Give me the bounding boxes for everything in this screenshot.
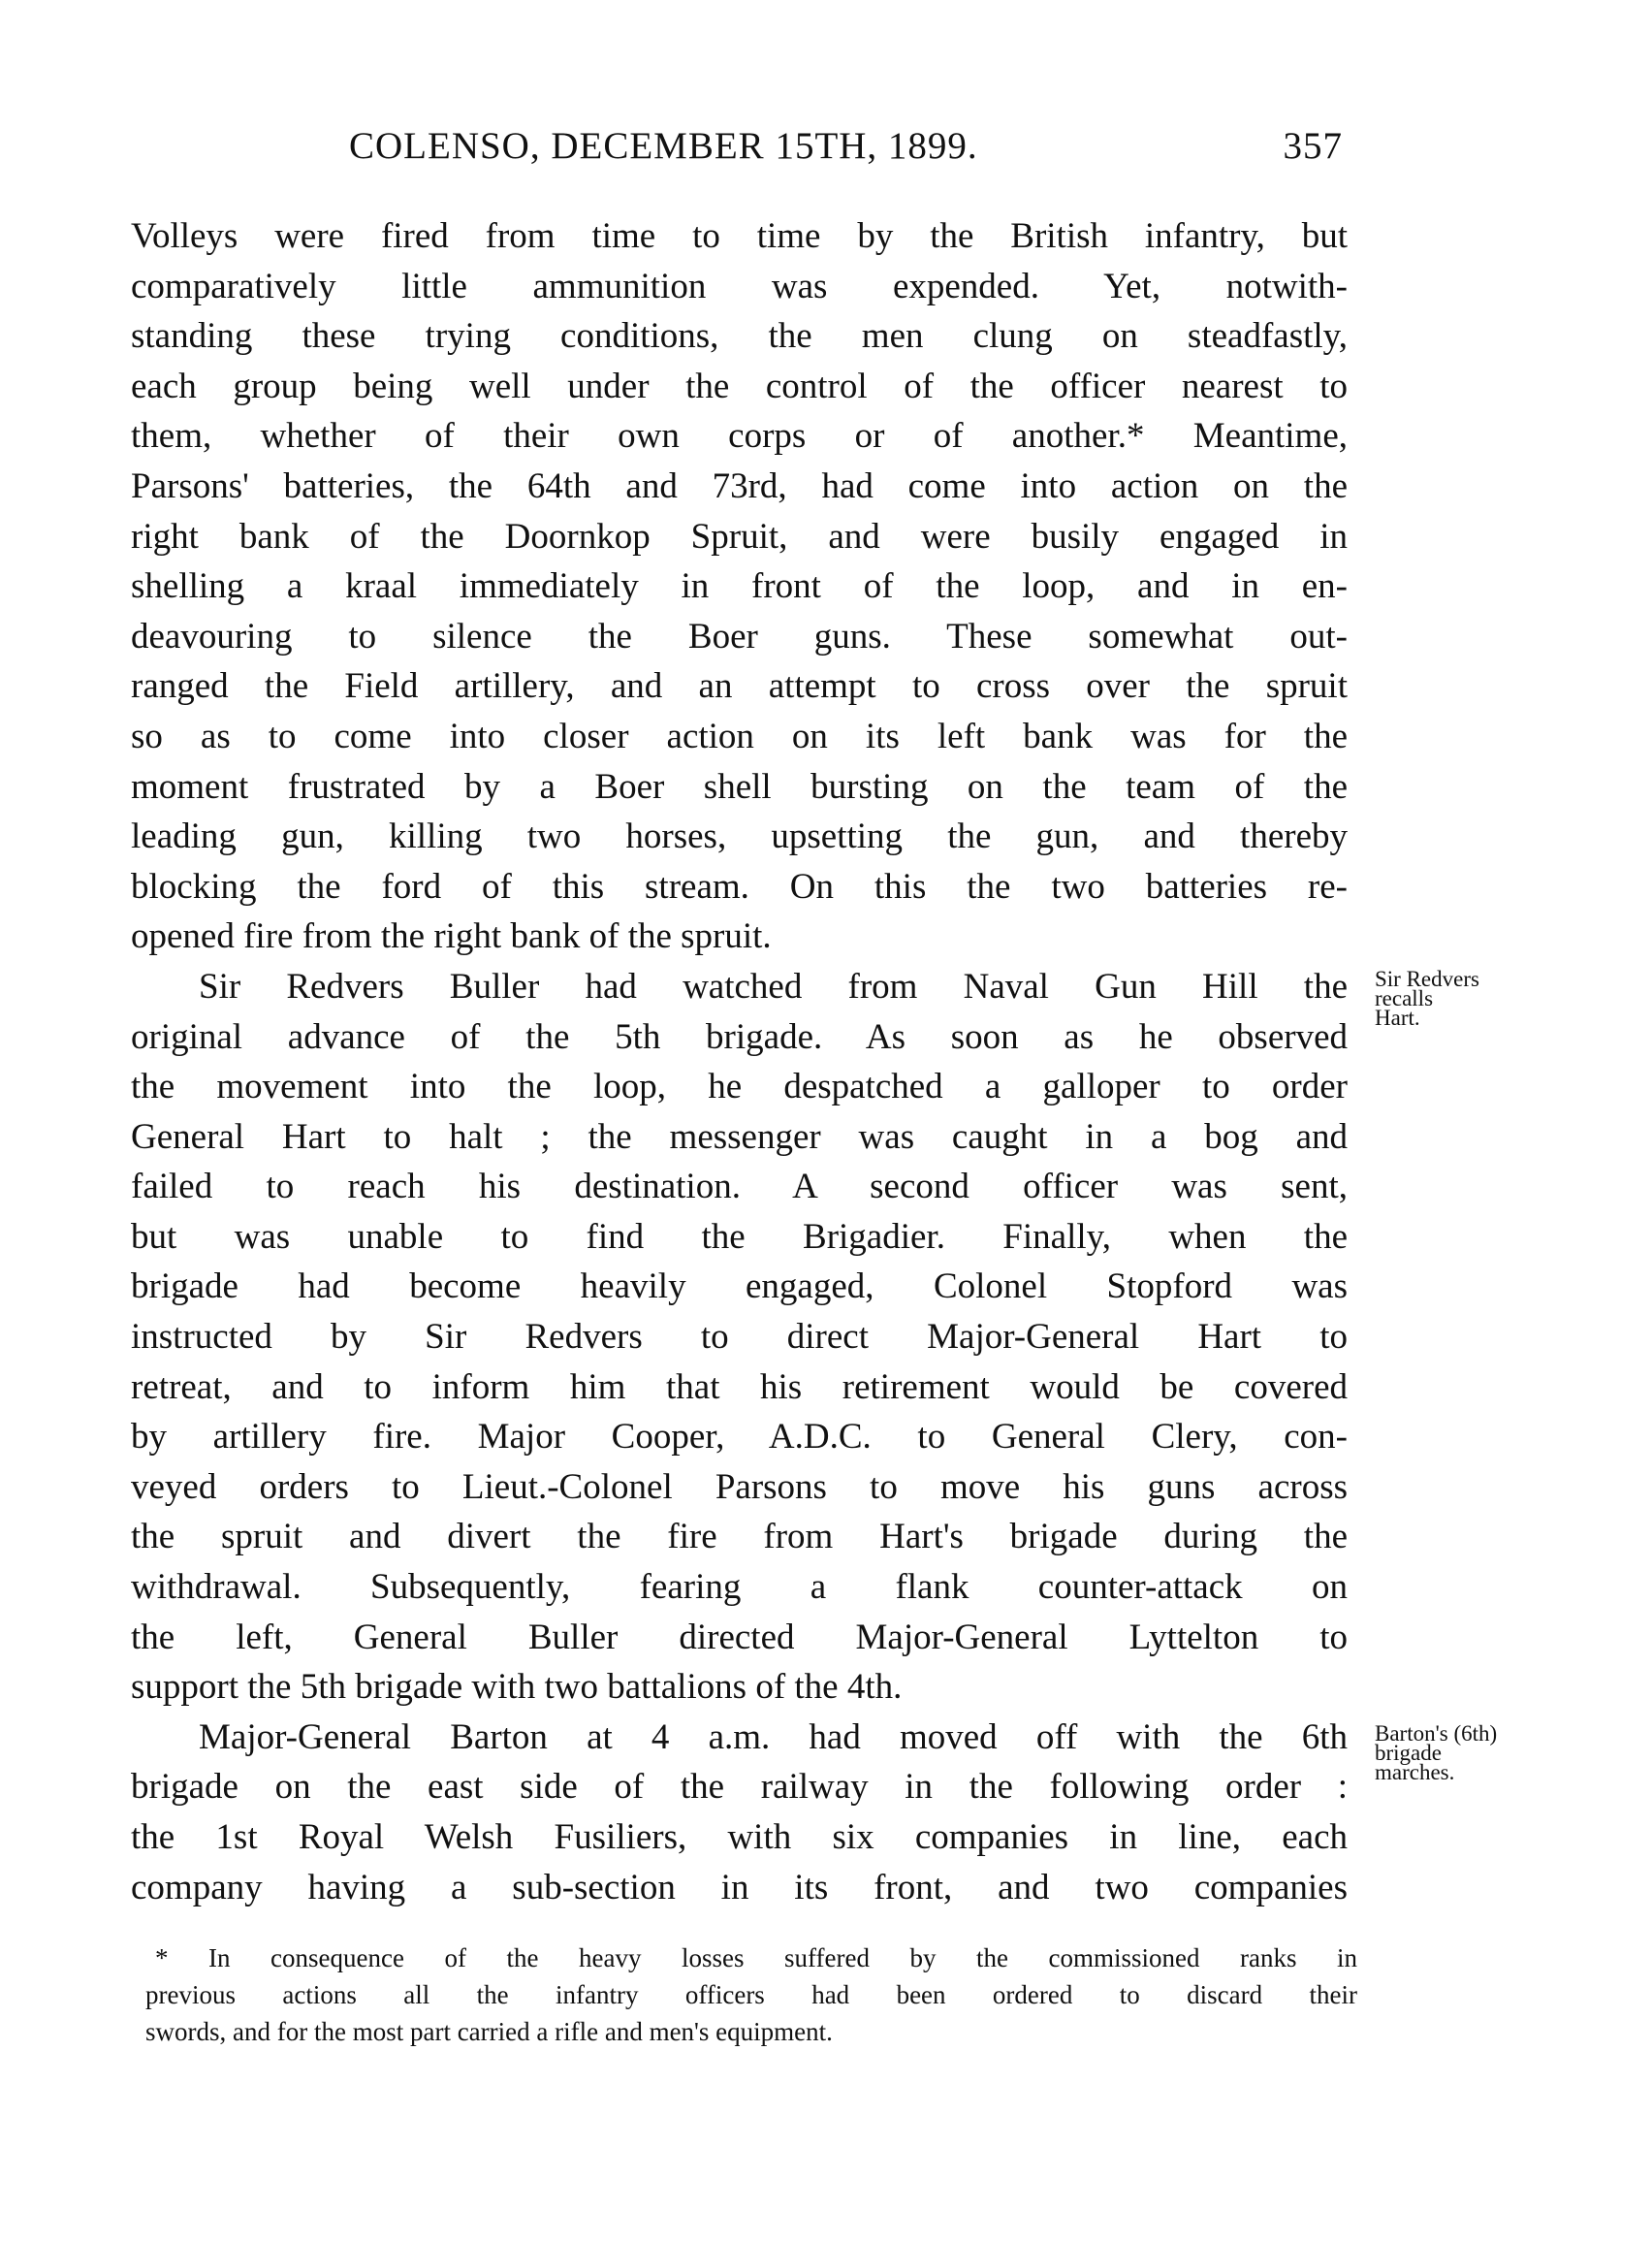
running-header bbox=[131, 124, 1343, 173]
paragraph-line: opened fire from the right bank of the spruit. bbox=[131, 916, 772, 957]
footnote-line: * In consequence of the heavy losses suffered by the commissioned ranks in bbox=[155, 1943, 1357, 1972]
paragraph-line: standing these trying conditions, the men clung on steadfastly, bbox=[131, 316, 1348, 357]
margin-note-line: recalls bbox=[1375, 986, 1434, 1010]
paragraph-line: the left, General Buller directed Major-General Lyttelton to bbox=[131, 1617, 1348, 1657]
paragraph-line: them, whether of their own corps or of another.* Meantime, bbox=[131, 416, 1348, 457]
paragraph-line: the spruit and divert the fire from Hart's brigade during the bbox=[131, 1517, 1348, 1557]
paragraph-line: by artillery fire. Major Cooper, A.D.C. to General Clery, con- bbox=[131, 1417, 1348, 1458]
paragraph-line: Volleys were fired from time to time by the British infantry, but bbox=[131, 216, 1348, 256]
margin-note-barton bbox=[1375, 1721, 1498, 1784]
paragraph-line: brigade on the east side of the railway in the following order : bbox=[131, 1767, 1348, 1808]
running-title: COLENSO, DECEMBER 15TH, 1899. bbox=[349, 125, 978, 167]
margin-note-line: Barton's (6th) bbox=[1375, 1721, 1498, 1746]
paragraph-line: shelling a kraal immediately in front of the loop, and in en- bbox=[131, 566, 1348, 607]
paragraph-line: failed to reach his destination. A second officer was sent, bbox=[131, 1167, 1348, 1207]
paragraph-line: Sir Redvers Buller had watched from Naval Gun Hill the bbox=[199, 966, 1348, 1007]
paragraph-line: Major-General Barton at 4 a.m. had moved off with the 6th bbox=[199, 1716, 1348, 1757]
paragraph-line: leading gun, killing two horses, upsetting the gun, and thereby bbox=[131, 817, 1348, 857]
margin-note-line: brigade bbox=[1375, 1741, 1442, 1765]
body-text bbox=[131, 211, 1348, 1912]
paragraph-line: comparatively little ammunition was expended. Yet, notwith- bbox=[131, 266, 1348, 306]
paragraph-line: instructed by Sir Redvers to direct Major-General Hart to bbox=[131, 1317, 1348, 1358]
footnote-line: previous actions all the infantry officers had been ordered to discard their bbox=[145, 1980, 1357, 2009]
paragraph-line: so as to come into closer action on its left bank was for the bbox=[131, 716, 1348, 756]
paragraph-line: deavouring to silence the Boer guns. These somewhat out- bbox=[131, 616, 1348, 657]
paragraph-line: right bank of the Doornkop Spruit, and were busily engaged in bbox=[131, 516, 1348, 557]
margin-note-line: Sir Redvers bbox=[1375, 967, 1479, 991]
paragraph-line: support the 5th brigade with two battalions of the 4th. bbox=[131, 1667, 903, 1708]
paragraph-line: original advance of the 5th brigade. As soon as he observed bbox=[131, 1016, 1348, 1057]
footnote bbox=[145, 1939, 1357, 2050]
paragraph-line: company having a sub-section in its front, and two companies bbox=[131, 1867, 1348, 1907]
margin-note-redvers bbox=[1375, 967, 1479, 1030]
margin-note-line: marches. bbox=[1375, 1760, 1455, 1784]
paragraph-line: veyed orders to Lieut.-Colonel Parsons to move his guns across bbox=[131, 1466, 1348, 1507]
page-number: 357 bbox=[1283, 125, 1343, 167]
paragraph-line: retreat, and to inform him that his retirement would be covered bbox=[131, 1366, 1348, 1407]
paragraph-line: withdrawal. Subsequently, fearing a flank counter-attack on bbox=[131, 1567, 1348, 1608]
paragraph-line: General Hart to halt ; the messenger was caught in a bog and bbox=[131, 1116, 1348, 1157]
paragraph-line: but was unable to find the Brigadier. Finally, when the bbox=[131, 1216, 1348, 1257]
margin-note-line: Hart. bbox=[1375, 1006, 1420, 1030]
paragraph-line: blocking the ford of this stream. On this the two batteries re- bbox=[131, 866, 1348, 907]
paragraph-line: ranged the Field artillery, and an attempt to cross over the spruit bbox=[131, 666, 1348, 707]
paragraph-line: moment frustrated by a Boer shell bursting on the team of the bbox=[131, 766, 1348, 807]
paragraph-line: brigade had become heavily engaged, Colonel Stopford was bbox=[131, 1266, 1348, 1307]
paragraph-line: the 1st Royal Welsh Fusiliers, with six companies in line, each bbox=[131, 1817, 1348, 1857]
paragraph-line: each group being well under the control of the officer nearest to bbox=[131, 366, 1348, 406]
paragraph-line: Parsons' batteries, the 64th and 73rd, had come into action on the bbox=[131, 465, 1348, 506]
paragraph-line: the movement into the loop, he despatched a galloper to order bbox=[131, 1067, 1348, 1107]
footnote-line: swords, and for the most part carried a rifle and men's equipment. bbox=[145, 2017, 833, 2046]
